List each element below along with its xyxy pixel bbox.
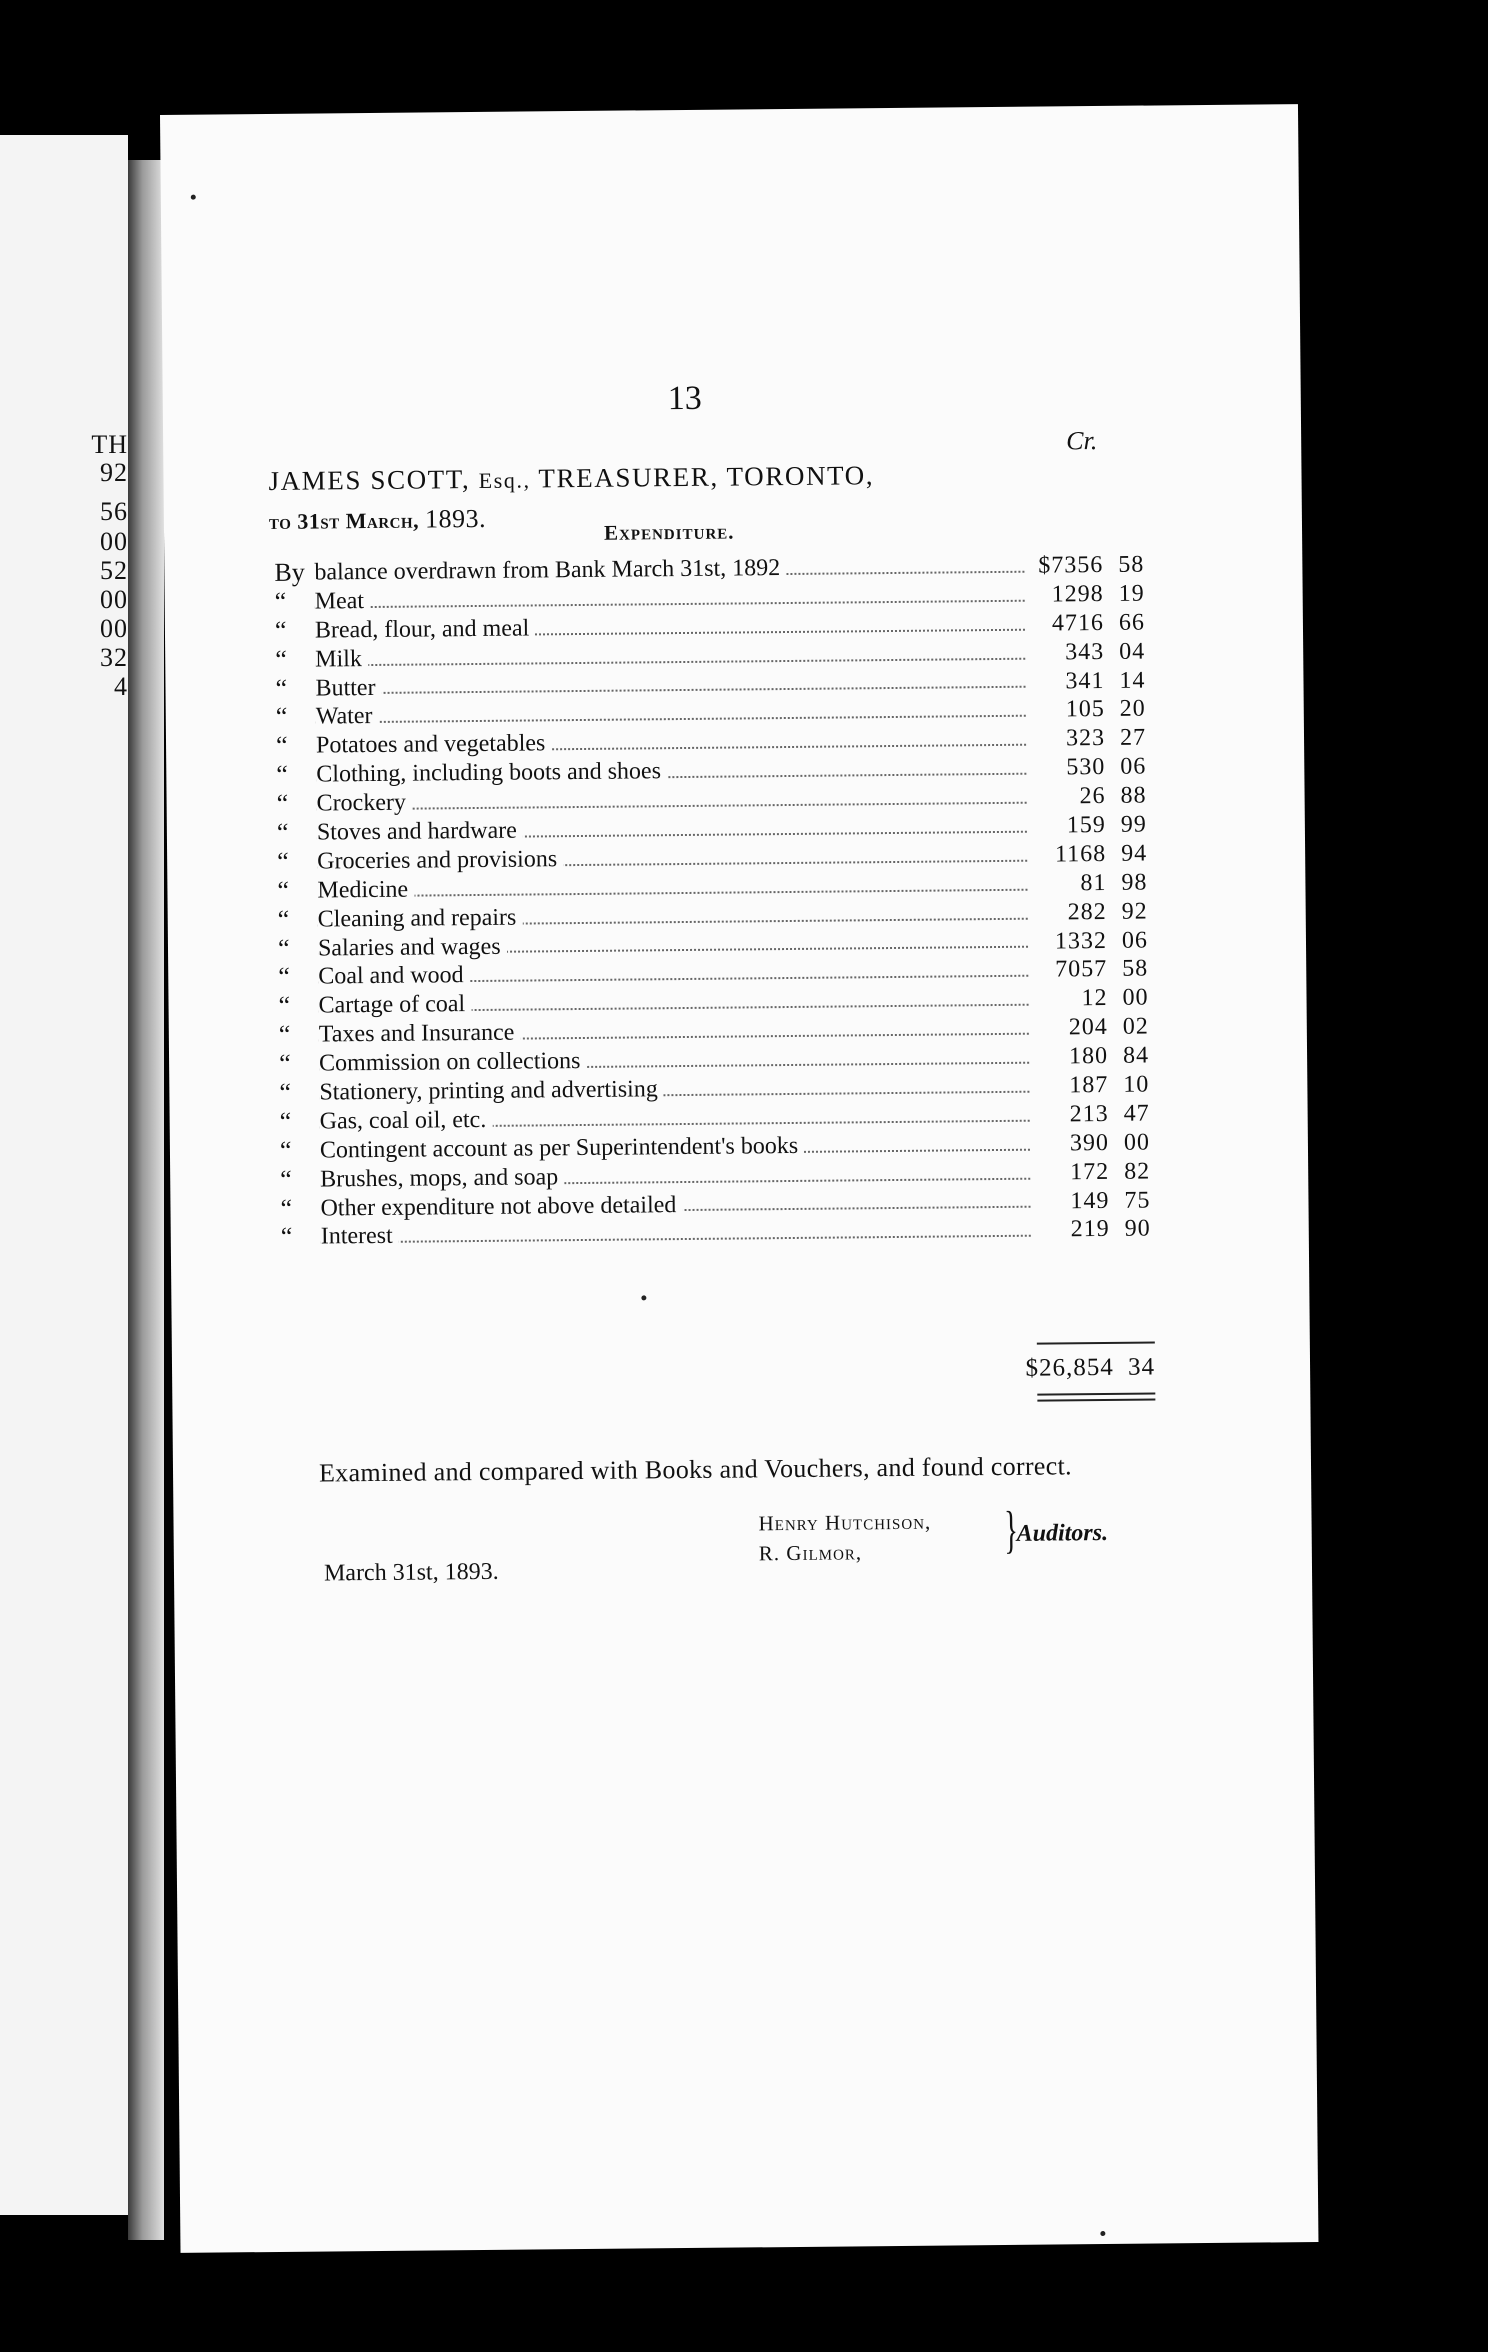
row-amount — [1038, 1128, 1150, 1158]
row-prefix: “ — [280, 1164, 292, 1194]
row-cents: 90 — [1124, 1216, 1151, 1243]
ink-speck — [641, 1295, 646, 1300]
row-prefix: “ — [276, 788, 289, 819]
row-prefix: “ — [279, 1077, 292, 1107]
page-sheet — [160, 104, 1318, 2253]
row-prefix: “ — [274, 586, 287, 616]
dot-leader — [315, 657, 1025, 666]
row-dollars: 26 — [1079, 783, 1106, 810]
row-cents: 02 — [1122, 1013, 1149, 1041]
row-dollars: 323 — [1065, 725, 1106, 752]
row-amount — [1034, 782, 1146, 812]
row-dollars: 204 — [1068, 1014, 1108, 1041]
row-amount — [1034, 753, 1146, 783]
account-period — [269, 504, 486, 536]
row-cents: 98 — [1121, 869, 1148, 896]
total-rule-double-1 — [1037, 1393, 1155, 1396]
row-label: Contingent account as per Superintendent's books — [320, 1132, 804, 1166]
left-page-fragment: 56 — [100, 497, 128, 526]
row-amount — [1035, 811, 1147, 841]
row-prefix: “ — [275, 731, 288, 761]
row-label: Potatoes and vegetables — [316, 730, 552, 761]
row-amount — [1038, 1157, 1150, 1187]
row-cents: 00 — [1122, 984, 1149, 1012]
ink-speck — [1100, 2231, 1105, 2236]
credit-label: Cr. — [1066, 426, 1098, 456]
row-prefix: By — [274, 557, 305, 587]
row-amount — [1036, 984, 1148, 1014]
row-amount — [1038, 1099, 1150, 1129]
dot-leader — [316, 715, 1026, 724]
row-prefix: “ — [280, 1193, 293, 1223]
treasurer-name: JAMES SCOTT, — [268, 464, 471, 496]
row-dollars: 341 — [1065, 667, 1105, 694]
row-label: Cleaning and repairs — [318, 903, 523, 934]
row-prefix: “ — [278, 1048, 291, 1079]
row-prefix: “ — [277, 846, 289, 876]
row-cents: 99 — [1120, 811, 1147, 838]
row-label: Butter — [315, 673, 381, 703]
row-amount — [1035, 868, 1147, 898]
row-cents: 20 — [1119, 696, 1146, 723]
row-prefix: “ — [274, 615, 287, 645]
dot-leader — [317, 888, 1027, 897]
row-cents: 10 — [1123, 1071, 1150, 1098]
row-dollars: 12 — [1081, 985, 1108, 1012]
row-label: Meat — [315, 587, 371, 616]
row-cents: 92 — [1121, 898, 1148, 925]
row-amount — [1036, 926, 1148, 956]
row-cents: 47 — [1123, 1100, 1150, 1127]
row-label: Gas, coal oil, etc. — [320, 1106, 493, 1137]
row-cents: 27 — [1119, 724, 1147, 752]
period-year: 1893. — [424, 503, 487, 534]
row-prefix: “ — [275, 644, 287, 674]
row-label: Taxes and Insurance — [319, 1019, 521, 1050]
row-dollars: 81 — [1080, 869, 1107, 896]
row-prefix: “ — [276, 817, 289, 847]
row-dollars: 343 — [1065, 638, 1105, 666]
row-cents: 06 — [1120, 753, 1147, 781]
row-dollars: 213 — [1069, 1100, 1109, 1128]
row-label: Interest — [321, 1222, 399, 1252]
row-prefix: “ — [279, 1106, 292, 1136]
row-label: Cartage of coal — [318, 990, 471, 1020]
row-dollars: 149 — [1070, 1187, 1110, 1214]
row-amount — [1039, 1215, 1151, 1245]
row-dollars: 1332 — [1054, 927, 1108, 955]
row-prefix: “ — [275, 702, 288, 732]
row-cents: 14 — [1119, 667, 1146, 694]
expenditure-ledger — [274, 551, 1151, 1253]
row-prefix: “ — [277, 875, 290, 905]
row-dollars: 180 — [1068, 1043, 1109, 1070]
row-amount — [1033, 579, 1145, 609]
row-dollars: 7057 — [1055, 956, 1108, 983]
left-page-fragment: 4 — [114, 672, 128, 701]
row-prefix: “ — [279, 1135, 292, 1165]
treasurer-title: TREASURER, TORONTO, — [538, 460, 875, 494]
row-dollars: 172 — [1070, 1158, 1110, 1186]
row-cents: 58 — [1122, 956, 1149, 983]
esquire-abbrev: Esq., — [478, 467, 531, 493]
row-amount — [1037, 1013, 1149, 1043]
auditors-label: Auditors. — [1016, 1519, 1109, 1547]
account-header — [268, 460, 874, 497]
row-label: Bread, flour, and meal — [315, 614, 536, 645]
total-rule-top — [1037, 1342, 1155, 1345]
row-prefix: “ — [277, 904, 290, 934]
row-cents: 82 — [1124, 1158, 1151, 1185]
dot-leader — [315, 600, 1025, 609]
auditor-name: R. Gilmor, — [758, 1540, 863, 1566]
row-cents: 88 — [1120, 782, 1147, 809]
row-amount — [1036, 955, 1148, 985]
row-amount — [1035, 839, 1147, 869]
row-label: Clothing, including boots and shoes — [316, 757, 667, 789]
row-label: Water — [316, 702, 379, 732]
row-cents: 58 — [1118, 551, 1145, 578]
total-amount — [1022, 1354, 1155, 1383]
row-amount — [1034, 695, 1146, 725]
left-page-fragment: 32 — [100, 643, 128, 672]
row-dollars: 4716 — [1051, 609, 1105, 637]
row-label: Commission on collections — [319, 1047, 587, 1078]
row-prefix: “ — [276, 760, 289, 790]
row-cents: 04 — [1119, 638, 1146, 665]
book-gutter — [128, 160, 164, 2240]
dot-leader — [321, 1235, 1031, 1244]
row-cents: 66 — [1118, 609, 1146, 636]
row-label: Coal and wood — [318, 962, 470, 992]
left-page-fragment: 52 — [100, 556, 128, 585]
auditor-name: Henry Hutchison, — [758, 1509, 932, 1536]
row-amount — [1033, 666, 1145, 696]
section-heading: Expenditure. — [603, 519, 735, 545]
row-label: Groceries and provisions — [317, 845, 563, 876]
row-prefix: “ — [275, 673, 288, 703]
row-dollars: 1168 — [1054, 840, 1107, 868]
row-cents: 00 — [1123, 1129, 1151, 1156]
row-dollars: 105 — [1065, 696, 1105, 723]
certification-statement: Examined and compared with Books and Vouchers, and found correct. — [318, 1451, 1073, 1488]
row-label: Salaries and wages — [318, 932, 507, 963]
row-amount — [1036, 897, 1148, 927]
left-page-fragment: 00 — [100, 585, 128, 614]
left-page-edge — [0, 135, 128, 2215]
row-dollars: 530 — [1066, 754, 1106, 781]
row-label: Stoves and hardware — [317, 817, 523, 848]
row-label: Medicine — [317, 875, 414, 905]
page-number: 13 — [667, 379, 702, 418]
row-amount — [1034, 724, 1146, 754]
row-amount — [1032, 551, 1144, 581]
row-dollars: 282 — [1067, 898, 1107, 926]
row-amount — [1037, 1071, 1149, 1101]
total-cents: 34 — [1127, 1353, 1156, 1381]
row-dollars: 390 — [1069, 1129, 1110, 1157]
row-amount — [1037, 1042, 1149, 1072]
total-dollars: $26,854 — [1025, 1353, 1114, 1382]
left-page-fragment: 00 — [100, 614, 128, 643]
brace-glyph: } — [1003, 1501, 1019, 1559]
ink-speck — [191, 195, 196, 200]
row-dollars: 187 — [1069, 1071, 1109, 1099]
row-prefix: “ — [280, 1222, 293, 1252]
row-cents: 06 — [1121, 927, 1149, 954]
row-prefix: “ — [278, 991, 291, 1021]
signature-date: March 31st, 1893. — [323, 1558, 499, 1587]
row-cents: 94 — [1121, 840, 1148, 867]
row-label: Milk — [315, 645, 368, 674]
row-label: balance overdrawn from Bank March 31st, 1892 — [314, 554, 786, 587]
row-label: Stationery, printing and advertising — [319, 1075, 664, 1107]
dot-leader — [316, 686, 1026, 695]
row-prefix: “ — [278, 962, 290, 992]
row-dollars: 1298 — [1051, 580, 1104, 608]
row-cents: 84 — [1122, 1042, 1150, 1069]
row-cents: 19 — [1118, 580, 1145, 607]
left-page-fragment: 92 — [100, 458, 128, 487]
period-label: to 31st March, — [268, 507, 420, 534]
total-rule-double-2 — [1037, 1399, 1155, 1402]
left-page-fragment: 00 — [100, 527, 128, 556]
row-prefix: “ — [278, 1020, 291, 1050]
row-dollars: $7356 — [1038, 551, 1104, 579]
row-dollars: 219 — [1070, 1216, 1110, 1243]
row-label: Brushes, mops, and soap — [320, 1163, 564, 1194]
row-cents: 75 — [1124, 1187, 1151, 1214]
row-label: Other expenditure not above detailed — [320, 1191, 682, 1223]
dot-leader — [317, 802, 1027, 811]
row-amount — [1033, 637, 1145, 667]
row-dollars: 159 — [1066, 811, 1106, 839]
row-amount — [1038, 1186, 1150, 1216]
row-prefix: “ — [277, 933, 290, 963]
row-amount — [1033, 608, 1145, 638]
left-page-fragment: TH — [91, 430, 128, 459]
row-label: Crockery — [316, 789, 412, 819]
